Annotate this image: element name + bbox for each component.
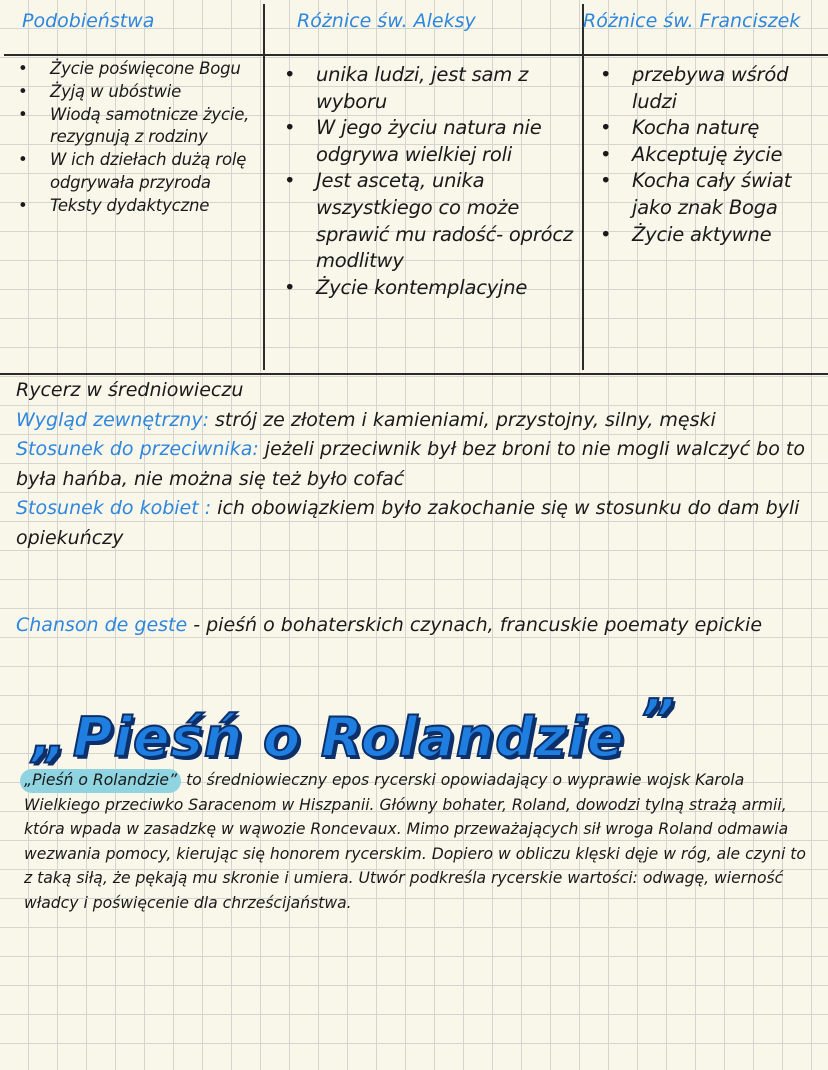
title-open-quote: „ <box>32 706 68 769</box>
enemy-text: jeżeli przeciwnik był bez broni to nie mogli walczyć bo to była hańba, nie można się też było cofać <box>16 438 805 490</box>
list-item: • Teksty dydaktyczne <box>14 195 260 218</box>
list-item: • W ich dziełach dużą rolę odgrywała przyroda <box>14 149 260 195</box>
women-label: Stosunek do kobiet : <box>16 497 212 519</box>
enemy-line <box>16 435 816 494</box>
header-alexis: Różnice św. Aleksy <box>297 10 476 32</box>
similarities-list <box>14 58 260 218</box>
chanson-definition <box>16 611 816 641</box>
list-item: • Życie aktywne <box>596 222 828 249</box>
table-divider-right <box>582 4 584 370</box>
table-divider-left <box>263 4 265 370</box>
list-item: • unika ludzi, jest sam z wyboru <box>280 62 580 115</box>
table-header-rule <box>4 54 828 56</box>
list-item: • Kocha naturę <box>596 115 828 142</box>
table-bottom-rule <box>0 373 828 375</box>
list-item: • Akceptuję życie <box>596 142 828 169</box>
appearance-line <box>16 406 816 436</box>
list-item: • Wiodą samotnicze życie, rezygnują z rodziny <box>14 104 260 150</box>
highlighted-title: „Pieśń o Rolandzie” <box>20 769 181 793</box>
alexis-list <box>280 62 580 301</box>
appearance-text: strój ze złotem i kamieniami, przystojny, silny, męski <box>208 408 716 431</box>
enemy-label: Stosunek do przeciwnika: <box>16 438 259 460</box>
header-similarities: Podobieństwa <box>22 10 155 32</box>
list-item: • W jego życiu natura nie odgrywa wielkiej roli <box>280 115 580 168</box>
chanson-text: - pieśń o bohaterskich czynach, francuskie poematy epickie <box>187 614 763 636</box>
title-close-quote: ” <box>639 688 676 751</box>
appearance-label: Wygląd zewnętrzny: <box>16 408 209 431</box>
list-item: • Żyją w ubóstwie <box>14 81 260 104</box>
list-item: • Życie poświęcone Bogu <box>14 58 260 81</box>
header-francis: Różnice św. Franciszek <box>583 10 801 32</box>
women-line <box>16 494 816 553</box>
summary-text: to średniowieczny epos rycerski opowiadający o wyprawie wojsk Karola Wielkiego przeciwko Saracenom w Hiszpanii. Główny bohater, Roland, dowodzi tylną strażą armii, która wpada w zasadzkę w wąwozie Roncevaux. Mimo przeważających sił wroga Roland odmawia wezwania pomocy, kierując się honorem rycerskim. Dopiero w obliczu klęski dęje w róg, ale czyni to z taką siłą, że pękają mu skronie i umiera. Utwór podkreśla rycerskie wartości: odwagę, wierność władcy i poświęcenie dla chrześcijaństwa. <box>24 771 806 912</box>
list-item: • Życie kontemplacyjne <box>280 275 580 302</box>
knight-section <box>16 376 816 553</box>
song-summary <box>24 768 814 915</box>
chanson-term: Chanson de geste <box>16 614 188 636</box>
list-item: • Kocha cały świat jako znak Boga <box>596 168 828 221</box>
list-item: • Jest ascetą, unika wszystkiego co może sprawić mu radość- oprócz modlitwy <box>280 168 580 274</box>
title-text: Pieśń o Rolandzie <box>72 706 625 769</box>
women-text: ich obowiązkiem było zakochanie się w stosunku do dam byli opiekuńczy <box>16 497 800 549</box>
francis-list <box>596 62 828 248</box>
song-title <box>32 688 675 778</box>
knight-heading: Rycerz w średniowieczu <box>16 379 244 401</box>
list-item: • przebywa wśród ludzi <box>596 62 828 115</box>
